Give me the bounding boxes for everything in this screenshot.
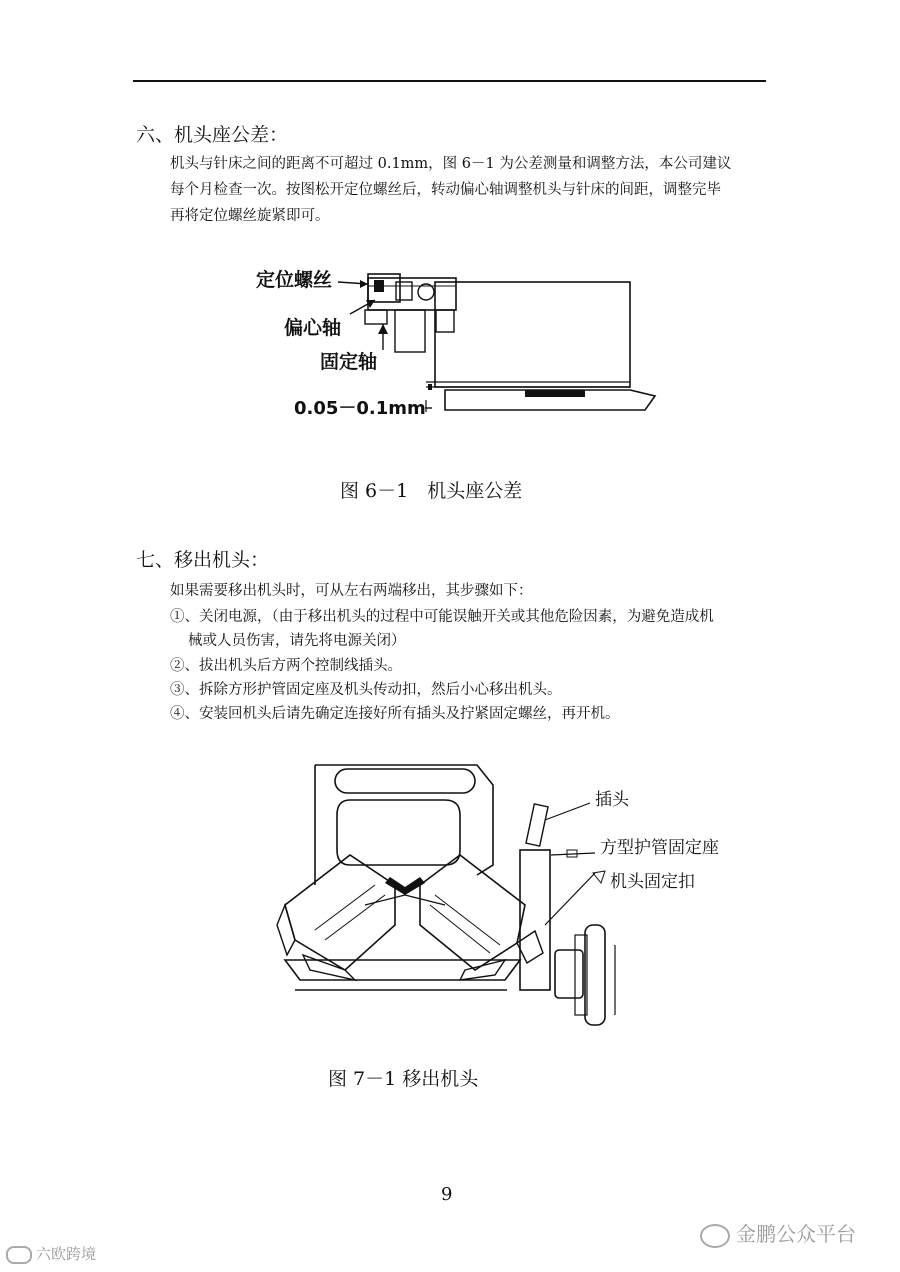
- section7-step-1: ①、关闭电源，（由于移出机头的过程中可能误触开关或其他危险因素，为避免造成机: [170, 609, 714, 625]
- watermark-right-text: 金鹏公众平台: [736, 1222, 856, 1246]
- v-needle-bed: [385, 877, 425, 895]
- handwheel: [585, 925, 605, 1025]
- label-fixed-shaft: 固定轴: [320, 351, 378, 373]
- section6-line-2: 每个月检查一次。按图松开定位螺丝后，转动偏心轴调整机头与针床的间距，调整完毕: [170, 182, 721, 198]
- figure-7-1-diagram: [255, 755, 775, 1045]
- section6-heading: 六、机头座公差：: [136, 124, 289, 146]
- figure-6-1-diagram: [250, 262, 670, 422]
- right-carriage: [420, 855, 543, 980]
- section6-line-1: 机头与针床之间的距离不可超过 0.1mm，图 6－1 为公差测量和调整方法，本公司建议: [170, 156, 732, 172]
- plug-part: [526, 804, 548, 846]
- label-tube-mount: 方型护管固定座: [600, 838, 719, 858]
- watermark-left-logo-icon: [6, 1246, 32, 1264]
- frame-window: [337, 800, 460, 865]
- label-plug: 插头: [595, 790, 629, 810]
- watermark-right: [700, 1218, 856, 1248]
- side-bracket: [520, 850, 550, 990]
- section7-step-2: ②、拔出机头后方两个控制线插头。: [170, 658, 402, 674]
- watermark-left: [6, 1243, 96, 1264]
- section7-step-4: ④、安装回机头后请先确定连接好所有插头及拧紧固定螺丝，再开机。: [170, 706, 620, 722]
- eccentric-shaft-nut: [436, 310, 454, 332]
- header-rule: [133, 80, 766, 82]
- section7-step-3: ③、拆除方形护管固定座及机头传动扣，然后小心移出机头。: [170, 682, 562, 698]
- fixed-shaft: [395, 310, 425, 352]
- label-eccentric-shaft: 偏心轴: [284, 317, 342, 339]
- section6-line-3: 再将定位螺丝旋紧即可。: [170, 208, 330, 224]
- label-gap-tolerance: 0.05－0.1mm: [294, 398, 426, 419]
- wechat-icon: [700, 1224, 730, 1248]
- watermark-left-text: 六欧跨境: [36, 1245, 97, 1263]
- section7-step-1-cont: 械或人员伤害，请先将电源关闭）: [188, 633, 406, 649]
- figure-7-1-caption: 图 7－1 移出机头: [328, 1068, 479, 1090]
- label-positioning-screw: 定位螺丝: [256, 269, 333, 291]
- section7-intro: 如果需要移出机头时，可从左右两端移出，其步骤如下：: [170, 583, 533, 599]
- frame-outline: [315, 765, 493, 875]
- page-number: 9: [441, 1184, 453, 1205]
- frame-handle-slot: [335, 769, 475, 793]
- section7-heading: 七、移出机头：: [136, 549, 270, 571]
- figure-6-1-caption: 图 6－1 机头座公差: [340, 480, 523, 502]
- positioning-screw: [374, 280, 384, 292]
- head-housing: [435, 282, 630, 387]
- left-carriage: [277, 855, 395, 980]
- label-head-clip: 机头固定扣: [610, 872, 695, 892]
